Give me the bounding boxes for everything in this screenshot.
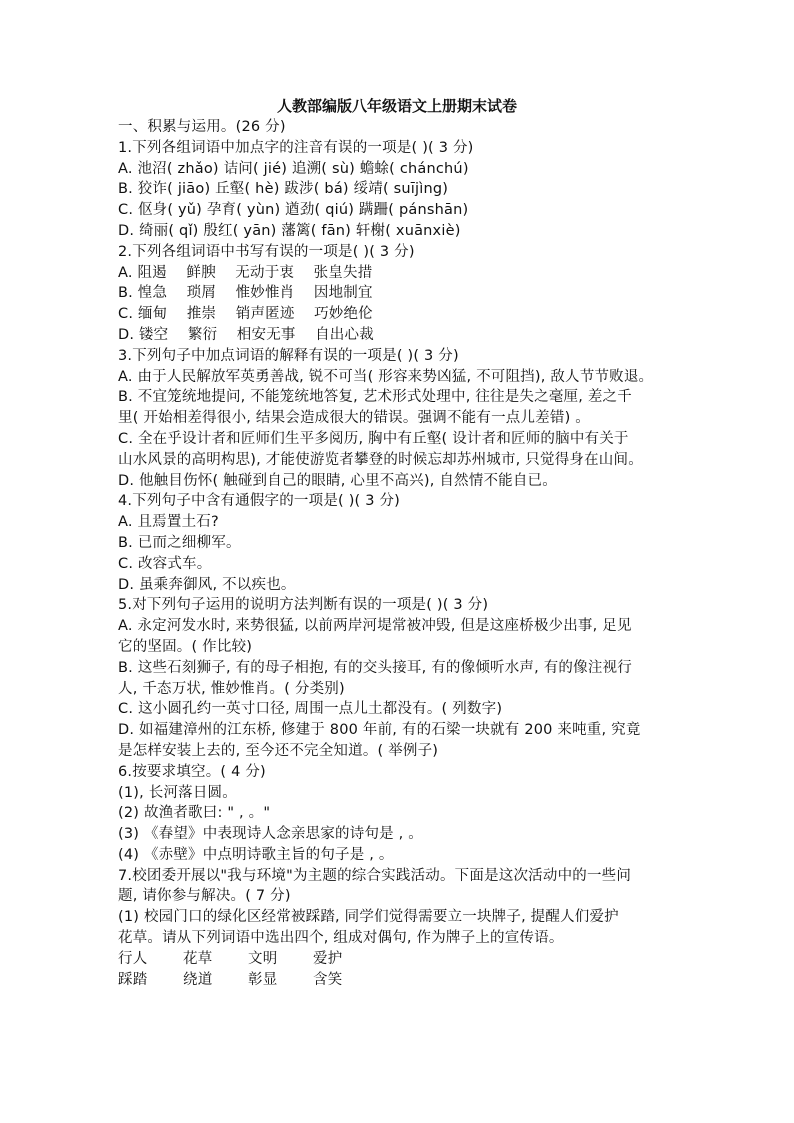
option-5b-line1: B. 这些石刻狮子, 有的母子相抱, 有的交头接耳, 有的像倾听水声, 有的像注视行 [118,659,632,676]
blank-6-1: (1), 长河落日圆。 [118,784,237,801]
word-option: 绕道 [183,971,213,988]
word-option: 爱护 [313,950,343,967]
option-3c-line2: 山水风景的高明构思), 才能使游览者攀登的时候忘却苏州城市, 只觉得身在山间。 [118,451,643,468]
option-3a: A. 由于人民解放军英勇善战, 锐不可当( 形容来势凶猛, 不可阻挡), 敌人节节败退。 [118,368,654,385]
question-7-line1: 7.校团委开展以"我与环境"为主题的综合实践活动。下面是这次活动中的一些问 [118,867,632,884]
option-2c: C. 缅甸 推崇 销声匿迹 巧妙绝伦 [118,306,373,323]
option-4c: C. 改容式车。 [118,555,212,572]
word-option: 含笑 [313,971,343,988]
question-6: 6.按要求填空。( 4 分) [118,763,266,780]
word-option: 踩踏 [118,971,148,988]
word-option: 彰显 [248,971,278,988]
word-option: 文明 [248,950,278,967]
word-row-1 [118,949,684,970]
option-5a-line2: 它的坚固。( 作比较) [118,638,253,655]
section-heading: 一、积累与运用。(26 分) [118,119,286,135]
question-4: 4.下列句子中含有通假字的一项是( )( 3 分) [118,493,401,510]
question-5: 5.对下列句子运用的说明方法判断有误的一项是( )( 3 分) [118,597,489,614]
option-4a: A. 且焉置土石? [118,514,219,531]
option-3c-line1: C. 全在乎设计者和匠师们生平多阅历, 胸中有丘壑( 设计者和匠师的脑中有关于 [118,430,629,447]
option-1a: A. 池沼( zhǎo) 诘问( jié) 追溯( sù) 蟾蜍( chánchú) [118,160,469,177]
page-title: 人教部编版八年级语文上册期末试卷 [276,97,517,115]
option-3b-line1: B. 不宜笼统地提问, 不能笼统地答复, 艺术形式处理中, 往往是失之毫厘, 差之千 [118,389,632,406]
question-7-line2: 题, 请你参与解决。( 7 分) [118,888,291,905]
question-2: 2.下列各组词语中书写有误的一项是( )( 3 分) [118,243,415,260]
option-5d-line2: 是怎样安装上去的, 至今还不完全知道。( 举例子) [118,742,439,759]
blank-6-2: (2) 故渔者歌曰: " , 。" [118,805,271,822]
option-5a-line1: A. 永定河发水时, 来势很猛, 以前两岸河堤常被冲毁, 但是这座桥极少出事, 足见 [118,618,632,635]
option-3d: D. 他触目伤怀( 触碰到自己的眼睛, 心里不高兴), 自然情不能自已。 [118,472,557,489]
option-1c: C. 伛身( yǔ) 孕育( yùn) 遒劲( qiú) 蹒跚( pánshān) [118,202,469,219]
word-row-2 [118,970,684,991]
word-option: 花草 [183,950,213,967]
option-2b: B. 惶急 琐屑 惟妙惟肖 因地制宜 [118,285,373,302]
question-7-1-line2: 花草。请从下列词语中选出四个, 组成对偶句, 作为牌子上的宣传语。 [118,930,564,947]
option-1d: D. 绮丽( qǐ) 殷红( yān) 藩篱( fān) 轩榭( xuānxiè) [118,222,461,239]
option-1b: B. 狡诈( jiāo) 丘壑( hè) 跋涉( bá) 绥靖( suījìng) [118,181,449,198]
option-4b: B. 已而之细柳军。 [118,534,241,551]
option-2d: D. 镂空 繁衍 相安无事 自出心裁 [118,326,374,343]
question-1: 1.下列各组词语中加点字的注音有误的一项是( )( 3 分) [118,139,474,156]
blank-6-4: (4) 《赤壁》中点明诗歌主旨的句子是 , 。 [118,846,394,863]
question-7-1-line1: (1) 校园门口的绿化区经常被踩踏, 同学们觉得需要立一块牌子, 提醒人们爱护 [118,909,619,926]
option-4d: D. 虽乘奔御风, 不以疾也。 [118,576,296,593]
exam-content [118,117,684,990]
question-3: 3.下列句子中加点词语的解释有误的一项是( )( 3 分) [118,347,459,364]
option-3b-line2: 里( 开始相差得很小, 结果会造成很大的错误。强调不能有一点儿差错) 。 [118,410,590,427]
option-5d-line1: D. 如福建漳州的江东桥, 修建于 800 年前, 有的石梁一块就有 200 来吨重, 究竟 [118,722,641,739]
option-5b-line2: 人, 千态万状, 惟妙惟肖。( 分类别) [118,680,345,697]
option-2a: A. 阻遏 鲜腴 无动于衷 张皇失措 [118,264,373,281]
word-option: 行人 [118,950,148,967]
option-5c: C. 这小圆孔约一英寸口径, 周围一点儿土都没有。( 列数字) [118,701,503,718]
blank-6-3: (3) 《春望》中表现诗人念亲思家的诗句是 , 。 [118,826,423,843]
